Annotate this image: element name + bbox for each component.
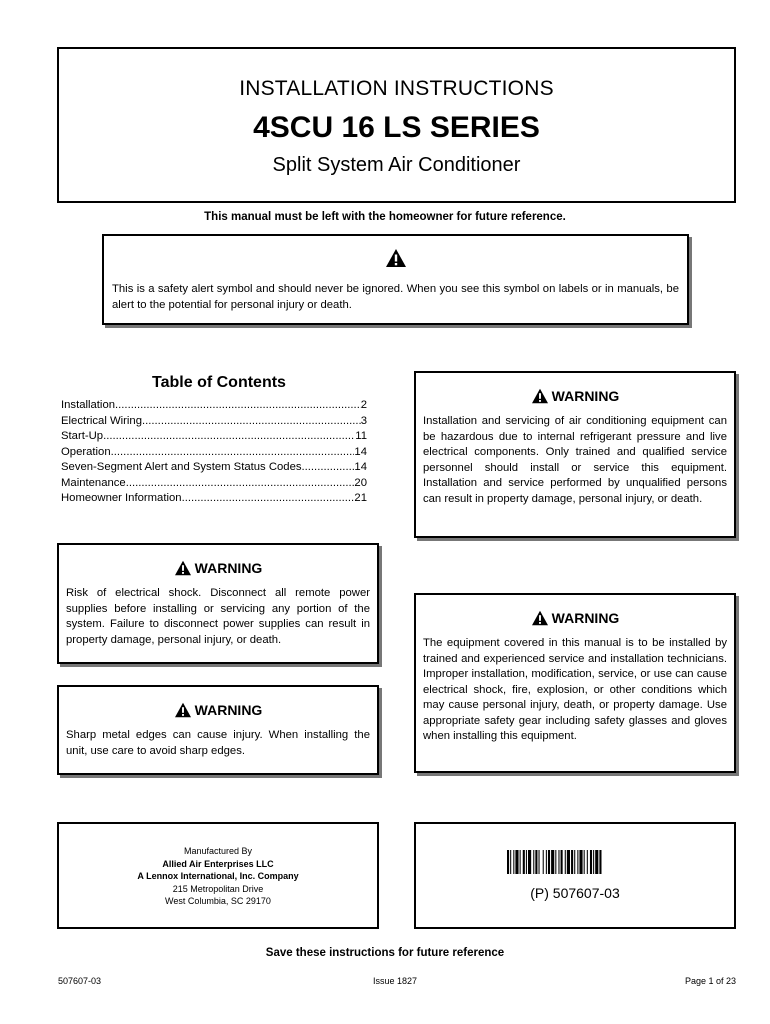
toc-leader-dots: [103, 429, 355, 445]
toc-entry-label: Homeowner Information: [61, 492, 182, 504]
part-number-box: [414, 822, 736, 929]
toc-leader-dots: [302, 460, 355, 476]
toc-title: Table of Contents: [152, 374, 286, 391]
toc-leader-dots: [126, 476, 355, 492]
warning-triangle-icon: [531, 610, 549, 626]
warning-triangle-icon: [531, 388, 549, 404]
warning-edges-box: [57, 685, 379, 775]
manufacturer-parent: A Lennox International, Inc. Company: [137, 871, 299, 881]
manufacturer-street: 215 Metropolitan Drive: [172, 883, 264, 894]
footer-document-number: 507607-03: [58, 976, 102, 986]
barcode-icon: [505, 850, 645, 874]
manufacturer-label: Manufactured By: [183, 846, 253, 856]
toc-entry: [61, 445, 367, 461]
title-box: [57, 47, 736, 203]
toc-entry-page: 14: [354, 461, 367, 473]
warning-text: Risk of electrical shock. Disconnect all remote power supplies before installing or servicing any portion of the system. Failure to disconnect power supplies can result in property damage, personal injury, or death.: [66, 587, 370, 646]
warning-triangle-icon: [174, 702, 192, 718]
warning-shock-box: [57, 543, 379, 664]
part-number: (P) 507607-03: [530, 885, 620, 901]
table-of-contents: [61, 374, 367, 507]
footer-issue: Issue 1827: [372, 976, 418, 986]
manufacturer-city: West Columbia, SC 29170: [165, 896, 271, 906]
toc-entry: [61, 476, 367, 492]
homeowner-notice: This manual must be left with the homeowner for future reference.: [204, 211, 566, 223]
toc-entry-page: 11: [355, 430, 367, 442]
toc-entry: [61, 398, 367, 414]
manufacturer-box: [57, 822, 379, 929]
toc-entry-page: 14: [354, 445, 367, 458]
warning-heading: WARNING: [551, 388, 620, 405]
safety-alert-box: [102, 234, 689, 325]
warning-triangle-icon: [385, 248, 407, 268]
toc-leader-dots: [142, 414, 361, 430]
toc-entry-page: 20: [354, 476, 367, 489]
warning-triangle-icon: [174, 560, 192, 576]
toc-entry-page: 3: [360, 414, 367, 427]
toc-leader-dots: [182, 491, 355, 507]
warning-text: The equipment covered in this manual is to be installed by trained and experienced service and installation technicians. Improper installation, modification, service, or use can cause electrical shock, fire, explosion, or other conditions which may cause personal injury, death, or property damage. Use appropriate safety gear including safety glasses and gloves when installing this equipment.: [423, 637, 727, 742]
warning-refrigerant-box: [414, 371, 736, 538]
toc-entry: [61, 491, 367, 507]
document-type: INSTALLATION INSTRUCTIONS: [239, 77, 554, 100]
save-instructions-notice: Save these instructions for future reference: [265, 947, 505, 959]
toc-entry: [61, 414, 367, 430]
toc-entry-label: Start-Up: [61, 430, 104, 442]
toc-entry-page: 2: [360, 399, 367, 411]
safety-alert-text: This is a safety alert symbol and should never be ignored. When you see this symbol on labels or in manuals, be alert to the potential for personal injury or death.: [112, 283, 679, 311]
product-description: Split System Air Conditioner: [272, 154, 521, 176]
warning-heading: WARNING: [194, 702, 263, 719]
toc-entry-page: 21: [354, 492, 367, 504]
warning-text: Sharp metal edges can cause injury. When installing the unit, use care to avoid sharp edges.: [66, 729, 370, 757]
product-series: 4SCU 16 LS SERIES: [253, 111, 540, 144]
warning-trained-box: [414, 593, 736, 773]
warning-text: Installation and servicing of air conditioning equipment can be hazardous due to internal refrigerant pressure and live electrical components. Only trained and qualified service personnel should install or service this equipment. Installation and service performed by unqualified persons can result in property damage, personal injury, or death.: [423, 415, 727, 505]
footer-page-number: Page 1 of 23: [684, 976, 736, 986]
toc-leader-dots: [111, 445, 355, 461]
toc-entry-label: Maintenance: [61, 476, 126, 489]
toc-leader-dots: [115, 398, 361, 414]
toc-entry-label: Operation: [61, 445, 111, 458]
manufacturer-name: Allied Air Enterprises LLC: [162, 858, 274, 869]
toc-entry: [61, 460, 367, 476]
warning-heading: WARNING: [551, 610, 620, 627]
warning-heading: WARNING: [194, 560, 263, 577]
toc-entry-label: Installation: [61, 399, 116, 411]
toc-entry-label: Seven-Segment Alert and System Status Codes: [61, 461, 302, 473]
toc-entry: [61, 429, 367, 445]
toc-entry-label: Electrical Wiring: [61, 414, 142, 427]
